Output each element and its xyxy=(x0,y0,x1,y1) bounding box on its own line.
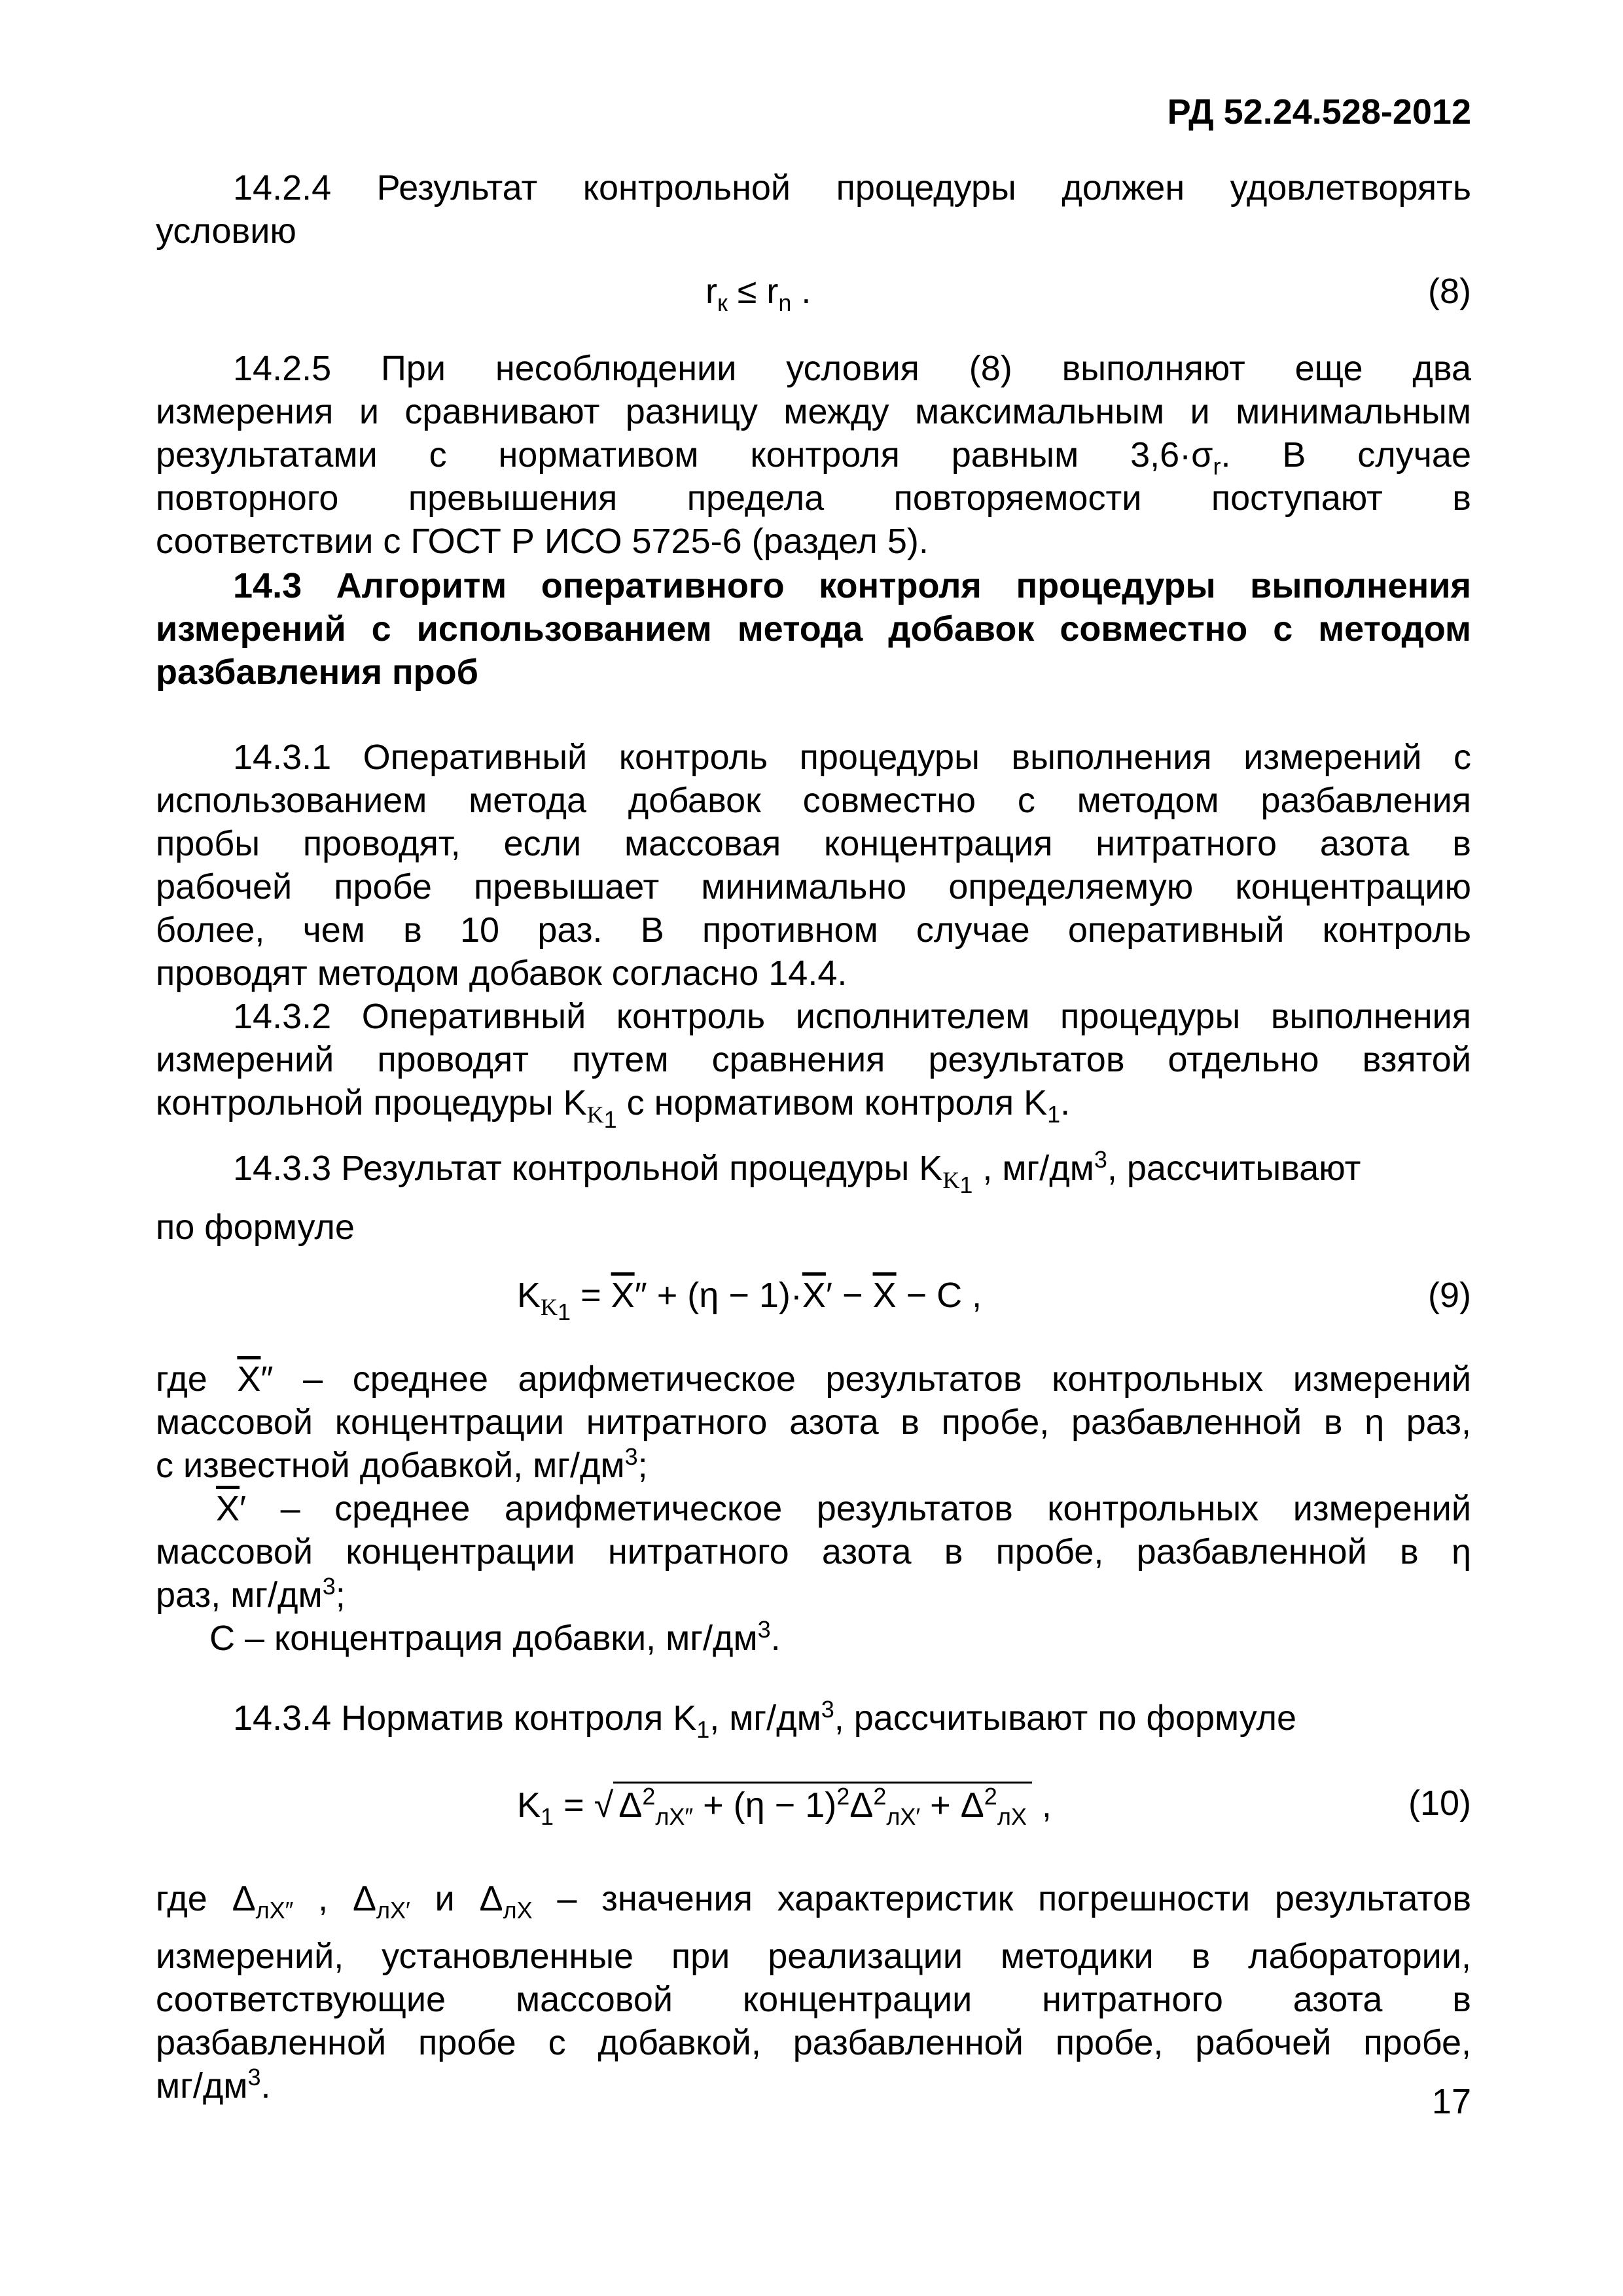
radicand: $\Delta^2_{лX''} + (\eta - 1)^2\Delta^2_{лX'} + \Delta^2_{лX}$ xyxy=(613,1782,1032,1827)
text-line: $мг/дм^3$. xyxy=(156,2064,271,2106)
paragraph-14-3-1 xyxy=(156,736,1471,995)
paragraph-14-3-3 xyxy=(156,1147,1471,1249)
text-line: соответствующие массовой концентрации нитратного азота в xyxy=(156,1980,1471,2019)
text-line: более, чем в 10 раз. В противном случае оперативный контроль xyxy=(156,910,1471,950)
text-line: 14.2.4 Результат контрольной процедуры должен удовлетворять xyxy=(233,168,1471,207)
definitions-formula-9 xyxy=(156,1357,1471,1660)
equation-number-8: (8) xyxy=(1428,272,1471,311)
text-line: проводят методом добавок согласно 14.4. xyxy=(156,954,847,993)
text-line: массовой концентрации нитратного азота в пробе, разбавленной в η раз, xyxy=(156,1403,1471,1442)
paragraph-14-2-5 xyxy=(156,347,1471,563)
sqrt-sign: √ xyxy=(594,1785,614,1825)
text-line: 14.3.3 Результат контрольной процедуры $K_{K_1}$ , $мг/дм^3$, рассчитывают xyxy=(233,1146,1361,1198)
paragraph-14-3-2 xyxy=(156,995,1471,1133)
text-line: рабочей пробе превышает минимально определяемую концентрацию xyxy=(156,867,1471,906)
text-line: пробы проводят, если массовая концентрация нитратного азота в xyxy=(156,824,1471,863)
section-heading-14-3 xyxy=(156,564,1471,694)
text-line: C – концентрация добавки, $мг/дм^3$. xyxy=(209,1616,781,1658)
text-line: массовой концентрации нитратного азота в пробе, разбавленной в η xyxy=(156,1532,1471,1571)
definitions-formula-10 xyxy=(156,1877,1471,2108)
page-number: 17 xyxy=(1431,2082,1471,2121)
heading-line: измерений с использованием метода добавок совместно с методом xyxy=(156,609,1471,649)
text-line: где $\overline{X}''$ – среднее арифметическое результатов контрольных измерений xyxy=(156,1359,1471,1399)
text-line: условию xyxy=(156,211,296,251)
text-line: 14.2.5 При несоблюдении условия (8) выполняют еще два xyxy=(233,349,1471,388)
text-line: раз, $мг/дм^3$; xyxy=(156,1573,346,1615)
text-line: использованием метода добавок совместно с методом разбавления xyxy=(156,781,1471,820)
text-line: измерения и сравнивают разницу между максимальным и минимальным xyxy=(156,392,1471,431)
text-line: повторного превышения предела повторяемости поступают в xyxy=(156,478,1471,518)
equation-number-10: (10) xyxy=(1408,1784,1471,1823)
equation-number-9: (9) xyxy=(1428,1276,1471,1315)
formula-10: $K_1$ = √ $\Delta^2_{лX''} + (\eta - 1)^2\Delta^2_{лX'} + \Delta^2_{лX}$ , xyxy=(517,1783,1052,1830)
heading-line: 14.3 Алгоритм оперативного контроля процедуры выполнения xyxy=(233,566,1471,605)
text-line: 14.3.4 Норматив контроля $K_1$, $мг/дм^3$, рассчитывают по формуле xyxy=(233,1696,1297,1743)
text-line: 14.3.1 Оперативный контроль процедуры выполнения измерений с xyxy=(233,738,1471,777)
text-line: результатами с нормативом контроля равным $3,6\cdot\sigma_r$. В случае xyxy=(156,435,1471,480)
formula-9: $K_{K_1} = \overline{X}'' + (\eta - 1)\cdot\overline{X}' - \overline{X} - C$ , xyxy=(517,1276,982,1325)
document-code: РД 52.24.528-2012 xyxy=(1167,92,1471,132)
paragraph-14-3-4 xyxy=(156,1696,1471,1743)
text-line: где $\Delta_{лX''}$ , $\Delta_{лX'}$ и $\Delta_{лX}$ – значения характеристик погрешности результатов xyxy=(156,1879,1472,1924)
text-line: измерений, установленные при реализации методики в лаборатории, xyxy=(156,1937,1471,1976)
text-line: измерений проводят путем сравнения результатов отдельно взятой xyxy=(156,1040,1471,1079)
text-line: контрольной процедуры $K_{K_1}$ с нормативом контроля $K_1$. xyxy=(156,1083,1071,1133)
paragraph-14-2-4 xyxy=(156,166,1471,253)
heading-line: разбавления проб xyxy=(156,653,478,692)
text-line: соответствии с ГОСТ Р ИСО 5725-6 (раздел 5). xyxy=(156,522,929,561)
text-line: с известной добавкой, $мг/дм^3$; xyxy=(156,1443,648,1485)
text-line: $\overline{X}'$ – среднее арифметическое результатов контрольных измерений xyxy=(216,1489,1471,1528)
formula-8: $r_к \le r_n$ . xyxy=(705,272,812,316)
text-line: по формуле xyxy=(156,1208,355,1247)
text-line: разбавленной пробе с добавкой, разбавленной пробе, рабочей пробе, xyxy=(156,2023,1471,2062)
text-line: 14.3.2 Оперативный контроль исполнителем процедуры выполнения xyxy=(233,997,1471,1036)
